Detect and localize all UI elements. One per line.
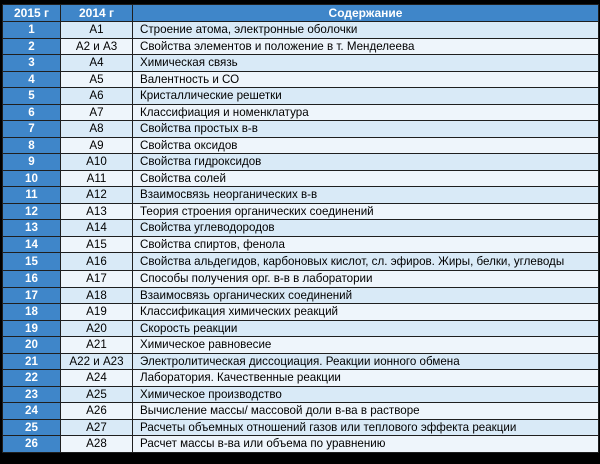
row-content: Свойства альдегидов, карбоновых кислот, сл. эфиров. Жиры, белки, углеводы xyxy=(133,253,599,271)
row-number-2015: 13 xyxy=(3,220,61,237)
row-code-2014: А28 xyxy=(61,436,133,453)
row-number-2015: 1 xyxy=(3,22,61,39)
row-content: Свойства спиртов, фенола xyxy=(133,236,599,253)
table-row xyxy=(3,320,599,337)
table-row xyxy=(3,370,599,387)
row-number-2015: 10 xyxy=(3,170,61,187)
table-row xyxy=(3,137,599,154)
row-content: Электролитическая диссоциация. Реакции ионного обмена xyxy=(133,353,599,370)
row-content: Химическое производство xyxy=(133,386,599,403)
row-number-2015: 18 xyxy=(3,304,61,321)
table-row xyxy=(3,271,599,288)
row-number-2015: 20 xyxy=(3,337,61,354)
row-number-2015: 25 xyxy=(3,419,61,436)
row-code-2014: А24 xyxy=(61,370,133,387)
row-code-2014: А16 xyxy=(61,253,133,271)
table-row xyxy=(3,55,599,72)
row-content: Классифиация и номенклатура xyxy=(133,104,599,121)
table-row xyxy=(3,203,599,220)
row-code-2014: А11 xyxy=(61,170,133,187)
row-content: Расчет массы в-ва или объема по уравнению xyxy=(133,436,599,453)
row-code-2014: А2 и А3 xyxy=(61,38,133,55)
content-table xyxy=(2,4,599,453)
row-code-2014: А27 xyxy=(61,419,133,436)
row-code-2014: А1 xyxy=(61,22,133,39)
row-code-2014: А6 xyxy=(61,88,133,105)
table-row xyxy=(3,304,599,321)
row-number-2015: 22 xyxy=(3,370,61,387)
table-row xyxy=(3,403,599,420)
table-row xyxy=(3,38,599,55)
table-row xyxy=(3,71,599,88)
table-row xyxy=(3,187,599,204)
table-row xyxy=(3,287,599,304)
row-content: Свойства простых в-в xyxy=(133,121,599,138)
row-code-2014: А7 xyxy=(61,104,133,121)
table-row xyxy=(3,154,599,171)
row-content: Способы получения орг. в-в в лаборатории xyxy=(133,271,599,288)
row-number-2015: 5 xyxy=(3,88,61,105)
row-number-2015: 23 xyxy=(3,386,61,403)
table-row xyxy=(3,419,599,436)
row-number-2015: 11 xyxy=(3,187,61,204)
table-row xyxy=(3,436,599,453)
row-content: Кристаллические решетки xyxy=(133,88,599,105)
row-content: Взаимосвязь неорганических в-в xyxy=(133,187,599,204)
table-row xyxy=(3,353,599,370)
table-row xyxy=(3,337,599,354)
table-row xyxy=(3,253,599,271)
row-number-2015: 16 xyxy=(3,271,61,288)
row-number-2015: 4 xyxy=(3,71,61,88)
row-number-2015: 26 xyxy=(3,436,61,453)
row-content: Свойства элементов и положение в т. Менделеева xyxy=(133,38,599,55)
row-code-2014: А26 xyxy=(61,403,133,420)
row-code-2014: А21 xyxy=(61,337,133,354)
row-number-2015: 14 xyxy=(3,236,61,253)
row-content: Скорость реакции xyxy=(133,320,599,337)
row-content: Свойства углеводородов xyxy=(133,220,599,237)
row-code-2014: А12 xyxy=(61,187,133,204)
row-code-2014: А15 xyxy=(61,236,133,253)
row-number-2015: 8 xyxy=(3,137,61,154)
row-code-2014: А4 xyxy=(61,55,133,72)
row-number-2015: 7 xyxy=(3,121,61,138)
table-row xyxy=(3,170,599,187)
table-row xyxy=(3,220,599,237)
row-code-2014: А8 xyxy=(61,121,133,138)
row-number-2015: 17 xyxy=(3,287,61,304)
row-code-2014: А22 и А23 xyxy=(61,353,133,370)
row-number-2015: 19 xyxy=(3,320,61,337)
row-number-2015: 2 xyxy=(3,38,61,55)
row-content: Строение атома, электронные оболочки xyxy=(133,22,599,39)
row-number-2015: 6 xyxy=(3,104,61,121)
table-row xyxy=(3,104,599,121)
row-content: Классификация химических реакций xyxy=(133,304,599,321)
row-number-2015: 15 xyxy=(3,253,61,271)
row-code-2014: А13 xyxy=(61,203,133,220)
row-number-2015: 9 xyxy=(3,154,61,171)
row-code-2014: А18 xyxy=(61,287,133,304)
row-code-2014: А10 xyxy=(61,154,133,171)
table-row xyxy=(3,236,599,253)
row-number-2015: 3 xyxy=(3,55,61,72)
row-code-2014: А14 xyxy=(61,220,133,237)
header-2014: 2014 г xyxy=(61,5,133,22)
row-code-2014: А5 xyxy=(61,71,133,88)
row-code-2014: А17 xyxy=(61,271,133,288)
header-row xyxy=(3,5,599,22)
row-number-2015: 24 xyxy=(3,403,61,420)
row-content: Свойства солей xyxy=(133,170,599,187)
header-2015: 2015 г xyxy=(3,5,61,22)
row-code-2014: А9 xyxy=(61,137,133,154)
row-code-2014: А25 xyxy=(61,386,133,403)
table-row xyxy=(3,121,599,138)
row-content: Расчеты объемных отношений газов или теплового эффекта реакции xyxy=(133,419,599,436)
row-content: Химическая связь xyxy=(133,55,599,72)
row-content: Взаимосвязь органических соединений xyxy=(133,287,599,304)
row-code-2014: А20 xyxy=(61,320,133,337)
header-content: Содержание xyxy=(133,5,599,22)
table-row xyxy=(3,88,599,105)
row-number-2015: 12 xyxy=(3,203,61,220)
row-content: Вычисление массы/ массовой доли в-ва в растворе xyxy=(133,403,599,420)
row-content: Лаборатория. Качественные реакции xyxy=(133,370,599,387)
table-row xyxy=(3,22,599,39)
row-content: Химическое равновесие xyxy=(133,337,599,354)
row-content: Теория строения органических соединений xyxy=(133,203,599,220)
row-content: Свойства оксидов xyxy=(133,137,599,154)
row-content: Валентность и СО xyxy=(133,71,599,88)
table-row xyxy=(3,386,599,403)
row-content: Свойства гидроксидов xyxy=(133,154,599,171)
row-code-2014: А19 xyxy=(61,304,133,321)
row-number-2015: 21 xyxy=(3,353,61,370)
